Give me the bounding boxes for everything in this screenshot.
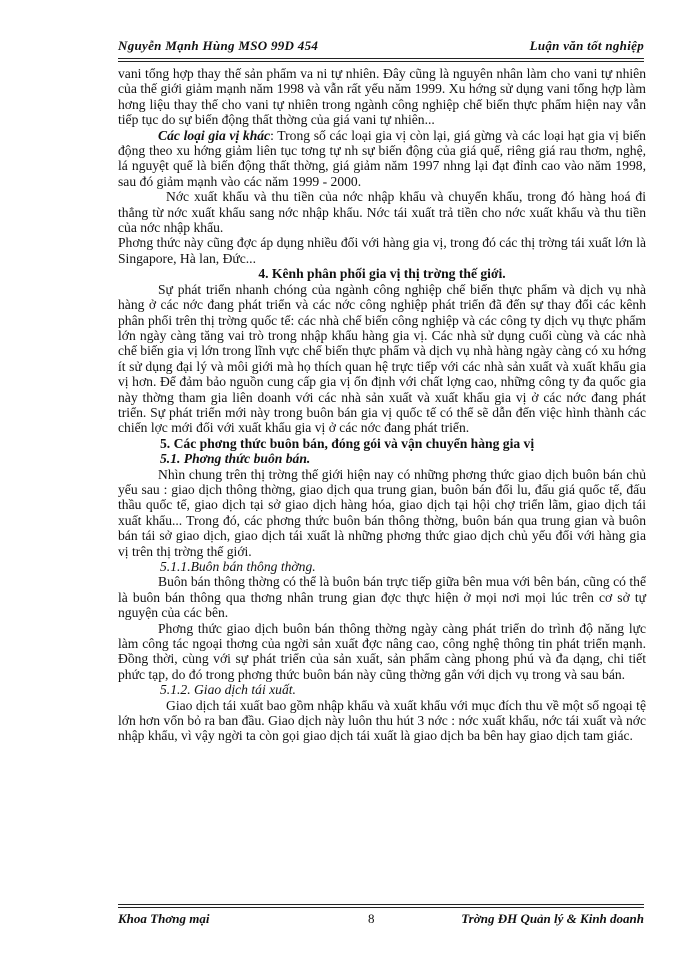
paragraph: vani tổng hợp thay thế sản phẩm va ni tự nhiên. Đây cũng là nguyên nhân làm cho vani tự nhiên của thế giới giảm mạnh năm 1998 và vẫn rất yếu năm 1999. Xu hớng sử dụng vani tổng hợp làm hơng liệu thay thế cho vani tự nhiên trong ngành công nghiệp chế biến thực phẩm hiện nay vẫn tiếp tục do sự biến động thất thờng của giá vani tự nhiên... bbox=[118, 66, 646, 128]
footer-department: Khoa Thơng mại bbox=[118, 911, 210, 926]
paragraph-lead: Các loại gia vị khác bbox=[158, 127, 271, 143]
page-header bbox=[118, 36, 644, 58]
header-rule bbox=[118, 58, 644, 59]
subsection-heading: 5.1.1.Buôn bán thông thờng. bbox=[160, 559, 316, 574]
header-rule-thin bbox=[118, 61, 644, 62]
footer-university: Trờng ĐH Quản lý & Kinh doanh bbox=[461, 911, 644, 926]
paragraph: Phơng thức này cũng đợc áp dụng nhiều đối với hàng gia vị, trong đó các thị trờng tái xuất lớn là Singapore, Hà lan, Đức... bbox=[118, 235, 646, 266]
section-heading: 4. Kênh phân phối gia vị thị trờng thế giới. bbox=[258, 266, 506, 282]
document-body bbox=[118, 66, 646, 744]
page-number: 8 bbox=[368, 911, 375, 926]
paragraph: Phơng thức giao dịch buôn bán thông thờng ngày càng phát triển do trình độ năng lực làm công tác ngoại thơng của ngời sản xuất đợc nâng cao, công nghệ thông tin phát triển mạnh. Đồng thời, cùng với sự phát triển của sản xuất, sản phẩm càng phong phú và đa dạng, chi tiết phức tạp, do đó trong phơng thức buôn bán này cũng thờng gắn với dịch vụ trong và sau bán. bbox=[118, 620, 646, 682]
paragraph: Buôn bán thông thờng có thể là buôn bán trực tiếp giữa bên mua với bên bán, cũng có thể là buôn bán thông qua thơng nhân trung gian đợc thực hiện ở mọi nơi mọi lúc trên cơ sở tự nguyện của các bên. bbox=[118, 574, 646, 621]
section-heading: 5. Các phơng thức buôn bán, đóng gói và vận chuyển hàng gia vị bbox=[160, 435, 535, 451]
paragraph-text: : Trong số các loại gia vị còn lại, giá gừng và các loại hạt gia vị biến động theo xu hớng giảm liên tục tơng tự nh sự biến động của giá quế, riêng giá rau thơm, nghệ, lá nguyệt quế là biến động thất thờng, giá giảm năm 1997 nhng lại đạt đỉnh cao vào năm 1998, sau đó giảm mạnh vào các năm 1999 - 2000. bbox=[118, 127, 646, 189]
page-footer bbox=[118, 908, 644, 930]
footer-rule bbox=[118, 904, 644, 905]
paragraph: Sự phát triển nhanh chóng của ngành công nghiệp chế biến thực phẩm và dịch vụ nhà hàng ở các nớc đang phát triển và các nớc công nghiệp phát triển đã đến sự thay đổi các kênh phân phối trên thị trờng quốc tế: các nhà chế biến công nghiệp và các công ty dịch vụ thực phẩm lớn ngày càng tăng vai trò trong nhập khẩu hàng gia vị. Các nhà sử dụng cuối cùng và các nhà chế biến gia vị lớn trong lĩnh vực chế biến thực phẩm và dịch vụ nhà hàng ngày càng có xu hớng ít sử dụng đại lý và môi giới mà họ thích quan hệ trực tiếp với các nhà sản xuất và xuất khẩu gia vị hơn. Để đảm bảo nguồn cung cấp gia vị ổn định với chất lợng cao, những công ty đa quốc gia này thờng tham gia liên doanh với các nhà sản xuất và xuất khẩu gia vị ở các nớc đang phát triển. Sự phát triển mới này trong buôn bán gia vị quốc tế có thể sẽ dẫn đến việc hình thành các chiến lợc mới đối với xuất khẩu gia vị ở các nớc đang phát triển. bbox=[118, 281, 646, 436]
paragraph: Giao dịch tái xuất bao gồm nhập khẩu và xuất khẩu với mục đích thu về một số ngoại tệ lớn hơn vốn bỏ ra ban đầu. Giao dịch này luôn thu hút 3 nớc : nớc xuất khẩu, nớc tái xuất và nớc nhập khẩu, vì vậy ngời ta còn gọi giao dịch tái xuất là giao dịch ba bên hay giao dịch tam giác. bbox=[118, 697, 646, 744]
subsection-heading: 5.1.2. Giao dịch tái xuất. bbox=[160, 682, 296, 698]
subsection-heading: 5.1. Phơng thức buôn bán. bbox=[160, 451, 311, 467]
paragraph: Nhìn chung trên thị trờng thế giới hiện nay có những phơng thức giao dịch buôn bán chủ yếu sau : giao dịch thông thờng, giao dịch qua trung gian, buôn bán đối lu, đấu giá quốc tế, đấu thầu quốc tế, giao dịch tại sở giao dịch hàng hóa, giao dịch tại hội chợ triển lãm, giao dịch tái xuất khẩu... Trong đó, các phơng thức buôn bán thông thờng, buôn bán qua trung gian và buôn bán tái sở giao dịch, giao dịch tái xuất là những phơng thức giao dịch chủ yếu đối với hàng gia vị trên thị trờng thế giới. bbox=[118, 466, 646, 559]
paragraph: Nớc xuất khẩu và thu tiền của nớc nhập khẩu và chuyển khẩu, trong đó hàng hoá đi thẳng từ nớc xuất khẩu sang nớc nhập khẩu. Nớc tái xuất trả tiền cho nớc xuất khẩu và thu tiền của nớc nhập khẩu. bbox=[118, 189, 646, 236]
paragraph bbox=[118, 128, 646, 190]
header-author: Nguyễn Mạnh Hùng MSO 99D 454 bbox=[118, 38, 319, 53]
header-title: Luận văn tốt nghiệp bbox=[529, 38, 644, 53]
